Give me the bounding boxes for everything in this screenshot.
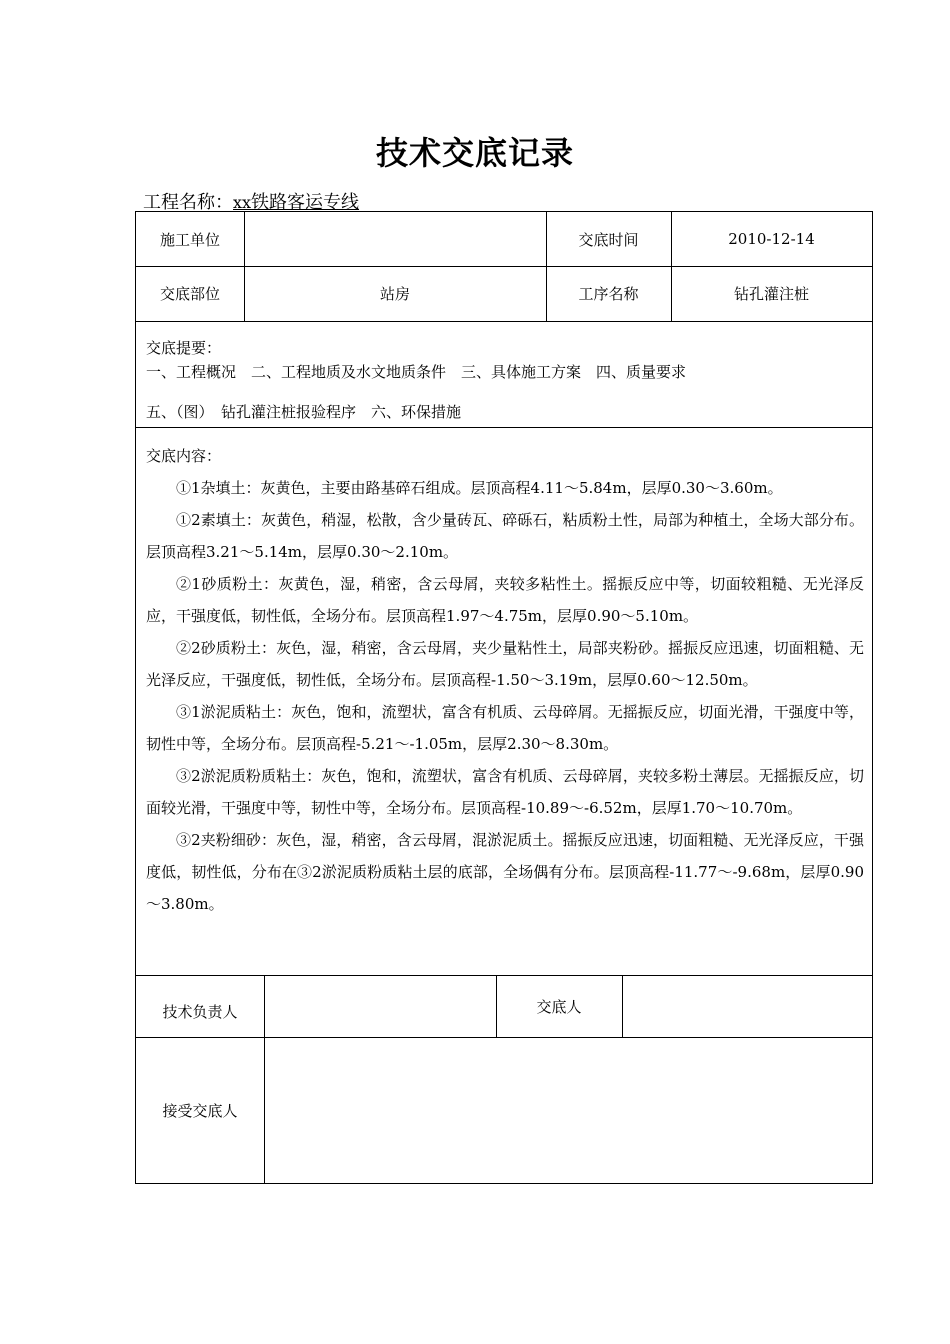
content-paragraph: ①1杂填土：灰黄色，主要由路基碎石组成。层顶高程4.11～5.84m，层厚0.30～3.60m。 (176, 479, 783, 497)
content-label: 交底内容： (146, 447, 222, 465)
row-divider (136, 321, 872, 322)
project-name-label: 工程名称： (143, 192, 233, 213)
process-name-label: 工序名称 (578, 285, 639, 303)
content-paragraph: ②2砂质粉土：灰色，湿，稍密，含云母屑，夹少量粘性土，局部夹粉砂。摇振反应迅速，切面粗糙、无光泽反应，干强度低，韧性低，全场分布。层顶高程-1.50～3.19m，层厚0.60～12.50m。 (146, 639, 864, 689)
content-paragraph: ①2素填土：灰黄色，稍湿，松散，含少量砖瓦、碎砾石，粘质粉土性，局部为种植土，全场大部分布。层顶高程3.21～5.14m，层厚0.30～2.10m。 (146, 511, 864, 561)
handover-person-label: 交底人 (536, 997, 582, 1016)
tech-lead-signature (264, 975, 496, 1037)
document-title: 技术交底记录 (375, 134, 574, 172)
construction-unit-label: 施工单位 (159, 230, 220, 249)
handover-time-label: 交底时间 (578, 230, 639, 249)
tech-lead-label: 技术负责人 (162, 1002, 238, 1021)
handover-summary (146, 336, 864, 424)
handover-time-value: 2010-12-14 (728, 230, 815, 248)
content-paragraph: ③2夹粉细砂：灰色，湿，稍密，含云母屑，混淤泥质土。摇振反应迅速，切面粗糙、无光泽反应，干强度低，韧性低，分布在③2淤泥质粉质粘土层的底部，全场偶有分布。层顶高程-11.77～-9.68m，层厚0.90～3.80m。 (146, 831, 864, 913)
summary-line: 五、（图） 钻孔灌注桩报验程序 六、环保措施 (146, 403, 462, 421)
receivers-signature (264, 1037, 872, 1183)
process-name-value: 钻孔灌注桩 (733, 285, 809, 303)
receivers-label: 接受交底人 (162, 1101, 238, 1120)
handover-part-value: 站房 (379, 285, 410, 303)
handover-content (146, 440, 864, 920)
row-divider (136, 427, 872, 428)
project-name-value: xx铁路客运专线 (233, 192, 360, 213)
content-paragraph: ③2淤泥质粉质粘土：灰色，饱和，流塑状，富含有机质、云母碎屑，夹较多粉土薄层。无摇振反应，切面较光滑，干强度中等，韧性中等，全场分布。层顶高程-10.89～-6.52m，层厚1.70～10.70m。 (146, 767, 864, 817)
summary-line: 一、工程概况 二、工程地质及水文地质条件 三、具体施工方案 四、质量要求 (146, 363, 687, 381)
construction-unit-value (244, 212, 546, 266)
handover-person-signature (622, 975, 872, 1037)
content-paragraph: ③1淤泥质粘土：灰色，饱和，流塑状，富含有机质、云母碎屑。无摇振反应，切面光滑，干强度中等，韧性中等，全场分布。层顶高程-5.21～-1.05m，层厚2.30～8.30m。 (146, 703, 864, 753)
summary-label: 交底提要： (146, 339, 222, 357)
content-paragraph: ②1砂质粉土：灰黄色，湿，稍密，含云母屑，夹较多粘性土。摇振反应中等，切面较粗糙、无光泽反应，干强度低，韧性低，全场分布。层顶高程1.97～4.75m，层厚0.90～5.10m。 (146, 575, 864, 625)
handover-record-table (135, 211, 873, 1184)
handover-part-label: 交底部位 (159, 285, 220, 303)
